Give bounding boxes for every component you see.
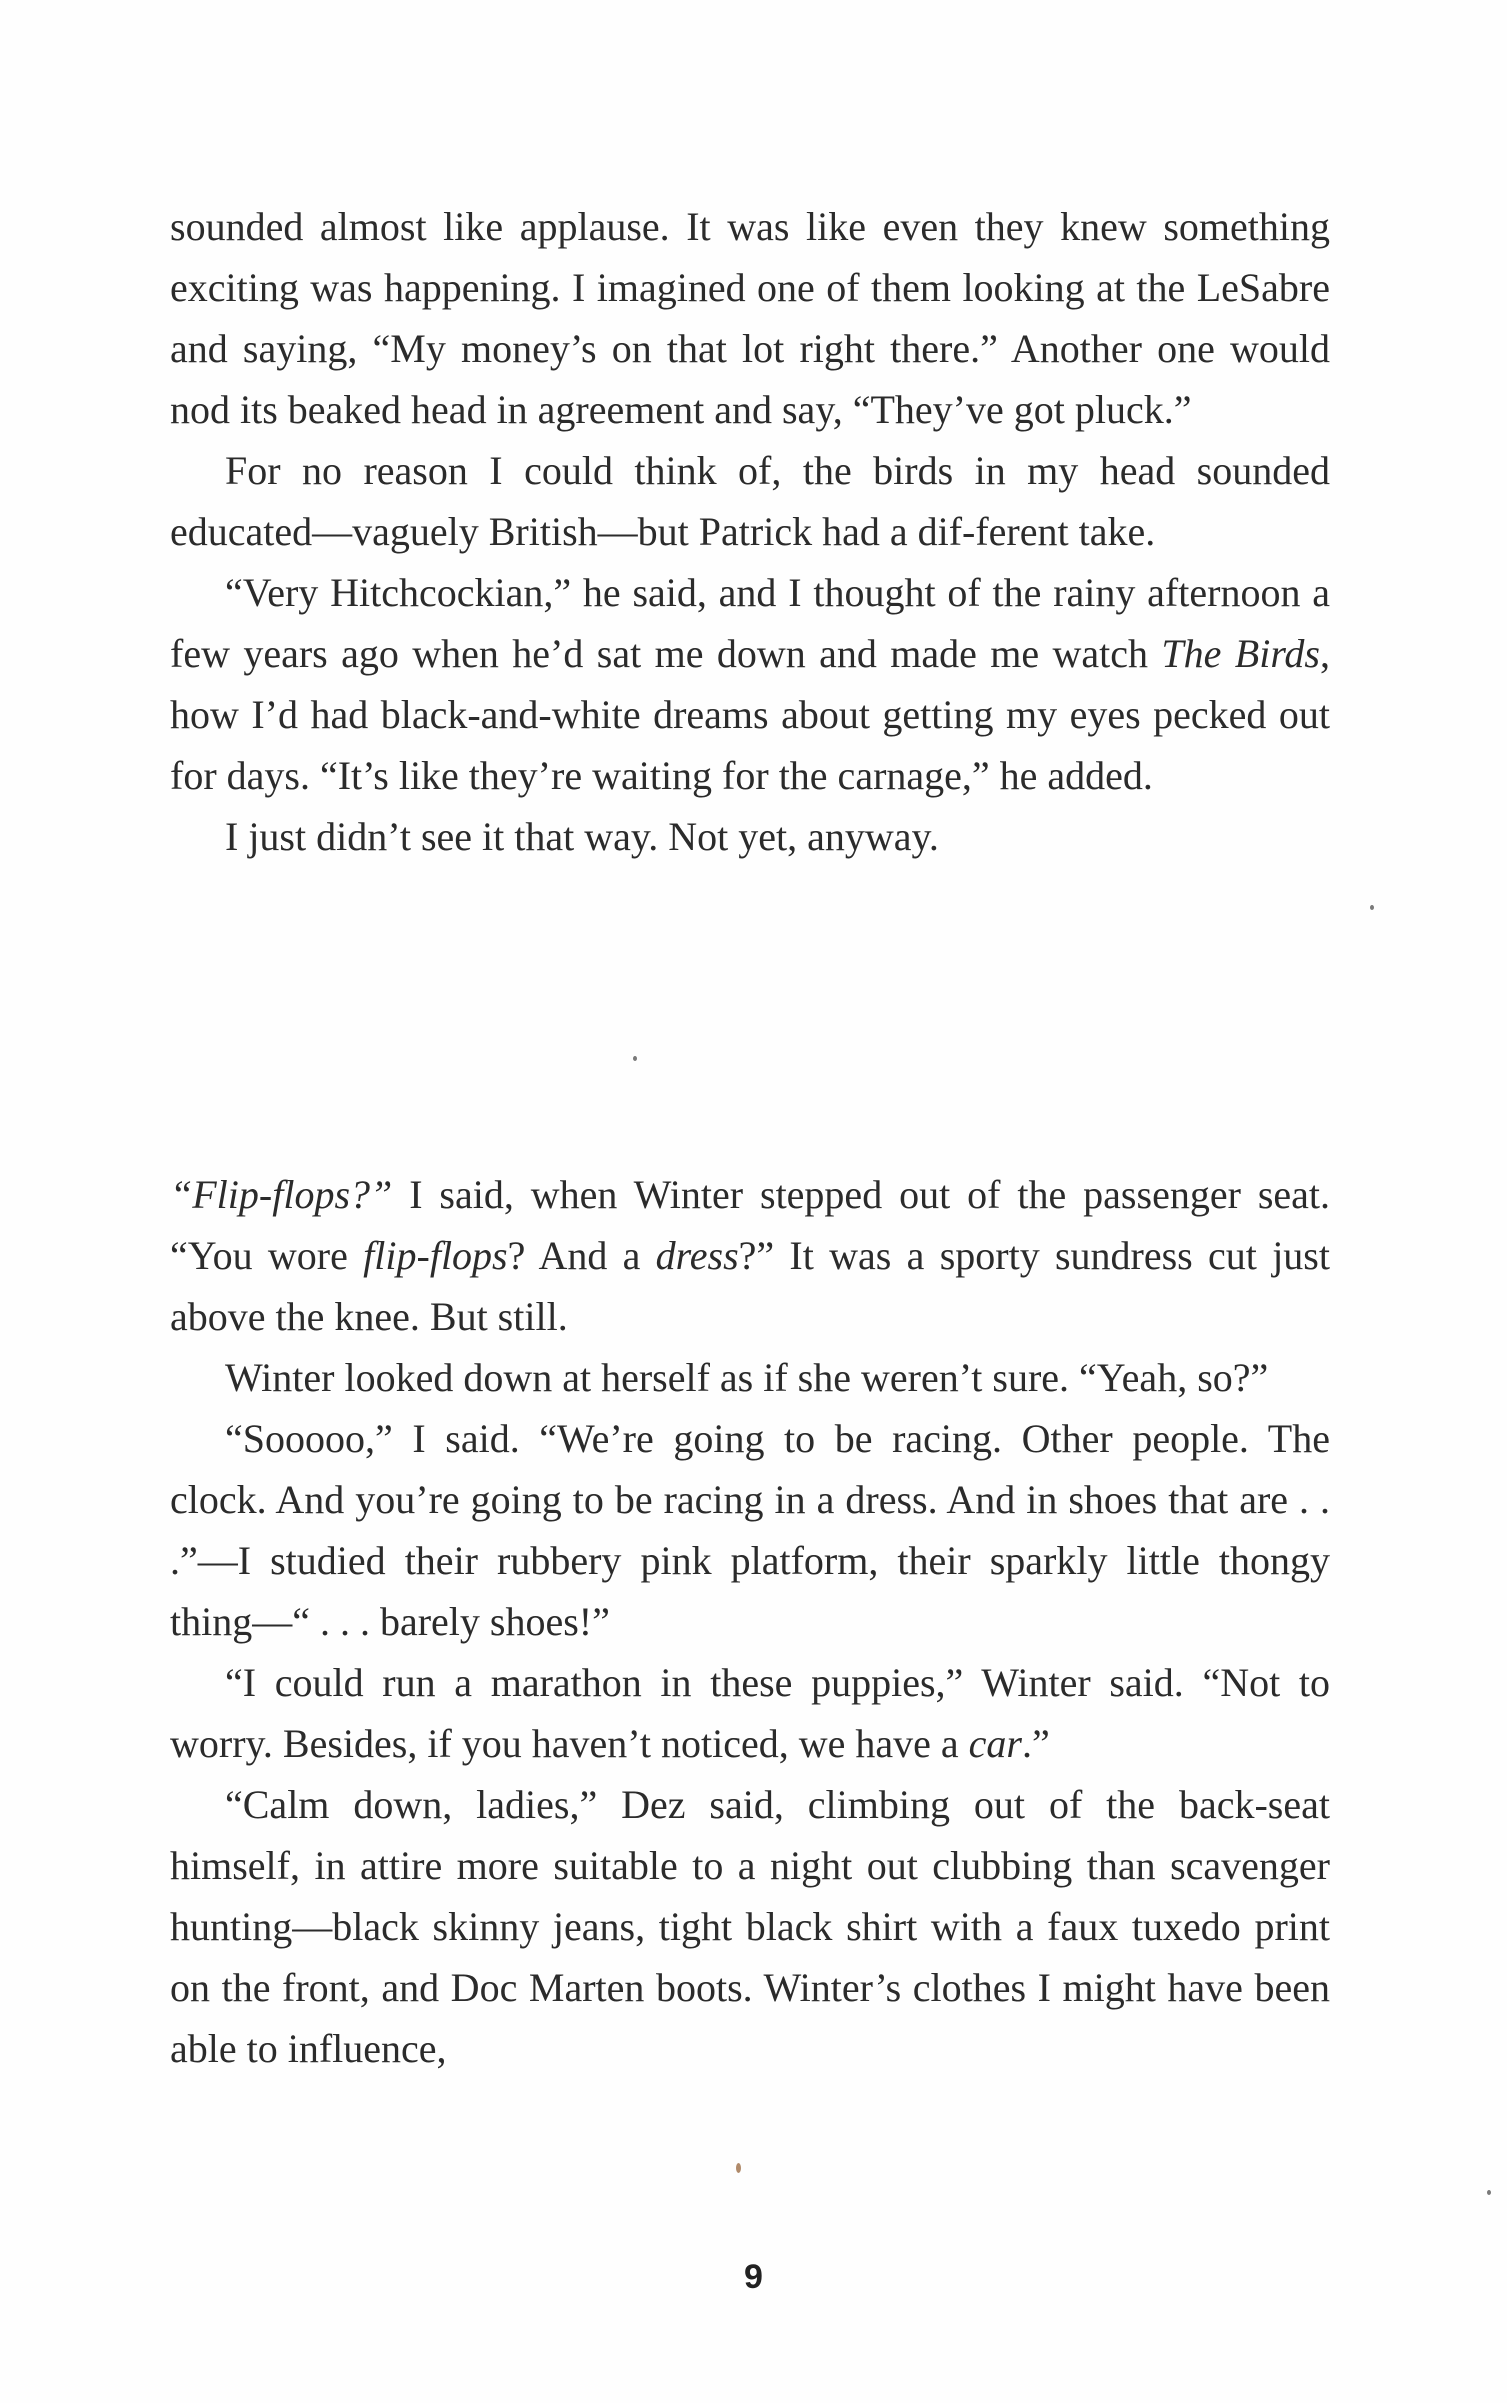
text-section-top — [170, 196, 1330, 867]
body-text: “I could run a marathon in these puppies,” Winter said. “Not to worry. Besides, if you haven’t noticed, we have a — [170, 1660, 1330, 1766]
paragraph — [170, 562, 1330, 806]
body-text: Winter looked down at herself as if she weren’t sure. “Yeah, so?” — [225, 1355, 1269, 1400]
scan-speck — [633, 1056, 637, 1061]
italic-text: The Birds — [1161, 631, 1320, 676]
italic-text: flip-flops — [363, 1233, 508, 1278]
body-text: ?” It was a sporty sundress cut just above the knee. But still. — [170, 1233, 1330, 1339]
body-text: .” — [1021, 1721, 1050, 1766]
body-text: “Very Hitchcockian,” he said, and I thought of the rainy afternoon a few years ago when he’d sat me down and made me watch — [170, 570, 1330, 676]
body-text: sounded almost like applause. It was like even they knew something exciting was happening. I imagined one of them looking at the LeSabre and saying, “My money’s on that lot right there.” Another one would nod its beaked head in agreement and say, “They’ve got pluck.” — [170, 204, 1330, 432]
body-text: I just didn’t see it that way. Not yet, anyway. — [225, 814, 939, 859]
paragraph — [170, 1408, 1330, 1652]
text-section-bottom — [170, 1164, 1330, 2079]
italic-text: car — [968, 1721, 1022, 1766]
paragraph — [170, 1164, 1330, 1347]
scan-speck — [1370, 905, 1374, 910]
italic-text: dress — [655, 1233, 739, 1278]
body-text: I said, when Winter stepped out of the passenger seat. “You wore — [170, 1172, 1330, 1278]
paragraph — [170, 806, 1330, 867]
paragraph — [170, 440, 1330, 562]
paragraph — [170, 1774, 1330, 2079]
body-text: ? And a — [507, 1233, 656, 1278]
body-text: “Sooooo,” I said. “We’re going to be racing. Other people. The clock. And you’re going to be racing in a dress. And in shoes that are . . .”—I studied their rubbery pink platform, their sparkly little thongy thing—“ . . . barely shoes!” — [170, 1416, 1330, 1644]
page-number: 9 — [744, 2258, 763, 2296]
paragraph — [170, 1652, 1330, 1774]
italic-text: “Flip-flops?” — [170, 1172, 393, 1217]
scan-speck — [736, 2163, 741, 2173]
scan-speck — [1487, 2190, 1491, 2195]
body-text: , how I’d had black-and-white dreams about getting my eyes pecked out for days. “It’s like they’re waiting for the carnage,” he added. — [170, 631, 1330, 798]
body-text: For no reason I could think of, the birds in my head sounded educated—vaguely British—but Patrick had a dif-ferent take. — [170, 448, 1330, 554]
paragraph — [170, 196, 1330, 440]
body-text: “Calm down, ladies,” Dez said, climbing out of the back-seat himself, in attire more suitable to a night out clubbing than scavenger hunting—black skinny jeans, tight black shirt with a faux tuxedo print on the front, and Doc Marten boots. Winter’s clothes I might have been able to influence, — [170, 1782, 1330, 2071]
paragraph — [170, 1347, 1330, 1408]
